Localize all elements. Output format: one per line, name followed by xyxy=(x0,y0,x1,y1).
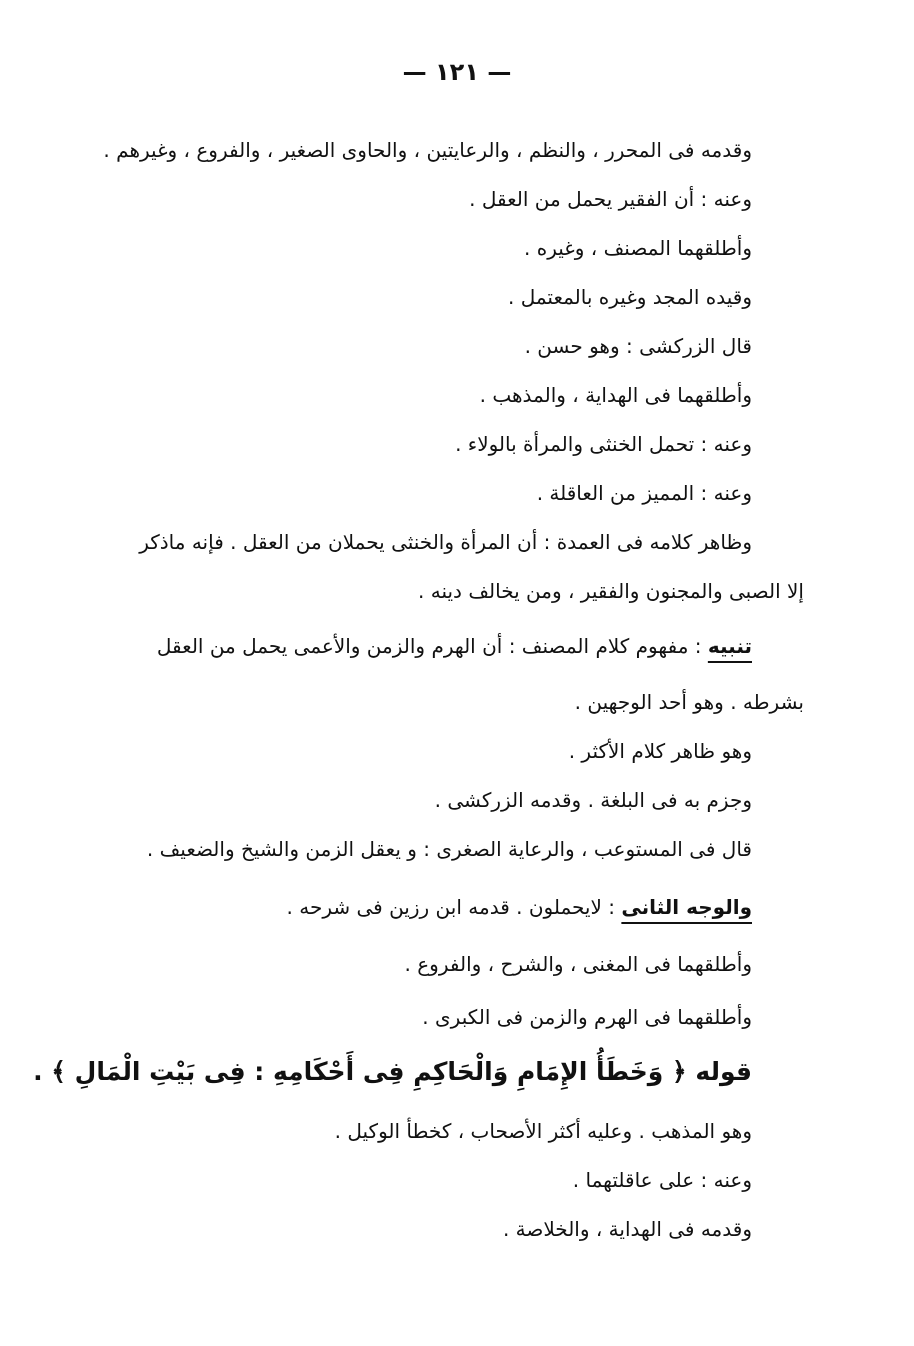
text-line: وظاهر كلامه فى العمدة : أن المرأة والخنثى يحملان من العقل . فإنه ماذكر xyxy=(139,530,752,554)
text-line: وأطلقهما فى الهداية ، والمذهب . xyxy=(479,383,752,407)
tanbih-line xyxy=(92,632,752,660)
text-line: قال فى المستوعب ، والرعاية الصغرى : و يعقل الزمن والشيخ والضعيف . xyxy=(146,837,752,861)
heading-quote: ﴿ وَخَطَأُ الإِمَامِ وَالْحَاكِمِ فِى أَحْكَامِهِ : فِى بَيْتِ الْمَالِ ﴾ . xyxy=(33,1057,687,1086)
section-heading xyxy=(33,1054,752,1090)
text-line: وجزم به فى البلغة . وقدمه الزركشى . xyxy=(434,788,752,812)
text-line: وعنه : أن الفقير يحمل من العقل . xyxy=(469,187,752,211)
tanbih-text: : مفهوم كلام المصنف : أن الهرم والزمن والأعمى يحمل من العقل xyxy=(156,634,702,658)
text-line: وعنه : على عاقلتهما . xyxy=(572,1168,752,1192)
text-line: وأطلقهما فى المغنى ، والشرح ، والفروع . xyxy=(404,952,752,976)
text-line: وعنه : تحمل الخنثى والمرأة بالولاء . xyxy=(455,432,752,456)
text-line: وأطلقهما المصنف ، وغيره . xyxy=(524,236,752,260)
text-line: وعنه : المميز من العاقلة . xyxy=(536,481,752,505)
text-line: وقدمه فى الهداية ، والخلاصة . xyxy=(502,1217,752,1241)
text-line: وهو المذهب . وعليه أكثر الأصحاب ، كخطأ الوكيل . xyxy=(334,1119,752,1143)
tanbih-label: تنبيه xyxy=(707,634,752,658)
text-line: وقيده المجد وغيره بالمعتمل . xyxy=(507,285,752,309)
text-line: قال الزركشى : وهو حسن . xyxy=(524,334,752,358)
page-number: — ١٢١ — xyxy=(402,58,512,86)
text-line: وأطلقهما فى الهرم والزمن فى الكبرى . xyxy=(422,1005,752,1029)
second-view-label: والوجه الثانى xyxy=(621,895,752,919)
text-line: وقدمه فى المحرر ، والنظم ، والرعايتين ، والحاوى الصغير ، والفروع ، وغيرهم . xyxy=(103,138,752,162)
text-line: بشرطه . وهو أحد الوجهين . xyxy=(574,690,804,714)
second-view-text: : لايحملون . قدمه ابن رزين فى شرحه . xyxy=(286,895,616,919)
second-view-line xyxy=(152,893,752,921)
text-line: إلا الصبى والمجنون والفقير ، ومن يخالف دينه . xyxy=(418,579,804,603)
heading-prefix: قوله xyxy=(695,1057,752,1086)
text-line: وهو ظاهر كلام الأكثر . xyxy=(568,739,752,763)
